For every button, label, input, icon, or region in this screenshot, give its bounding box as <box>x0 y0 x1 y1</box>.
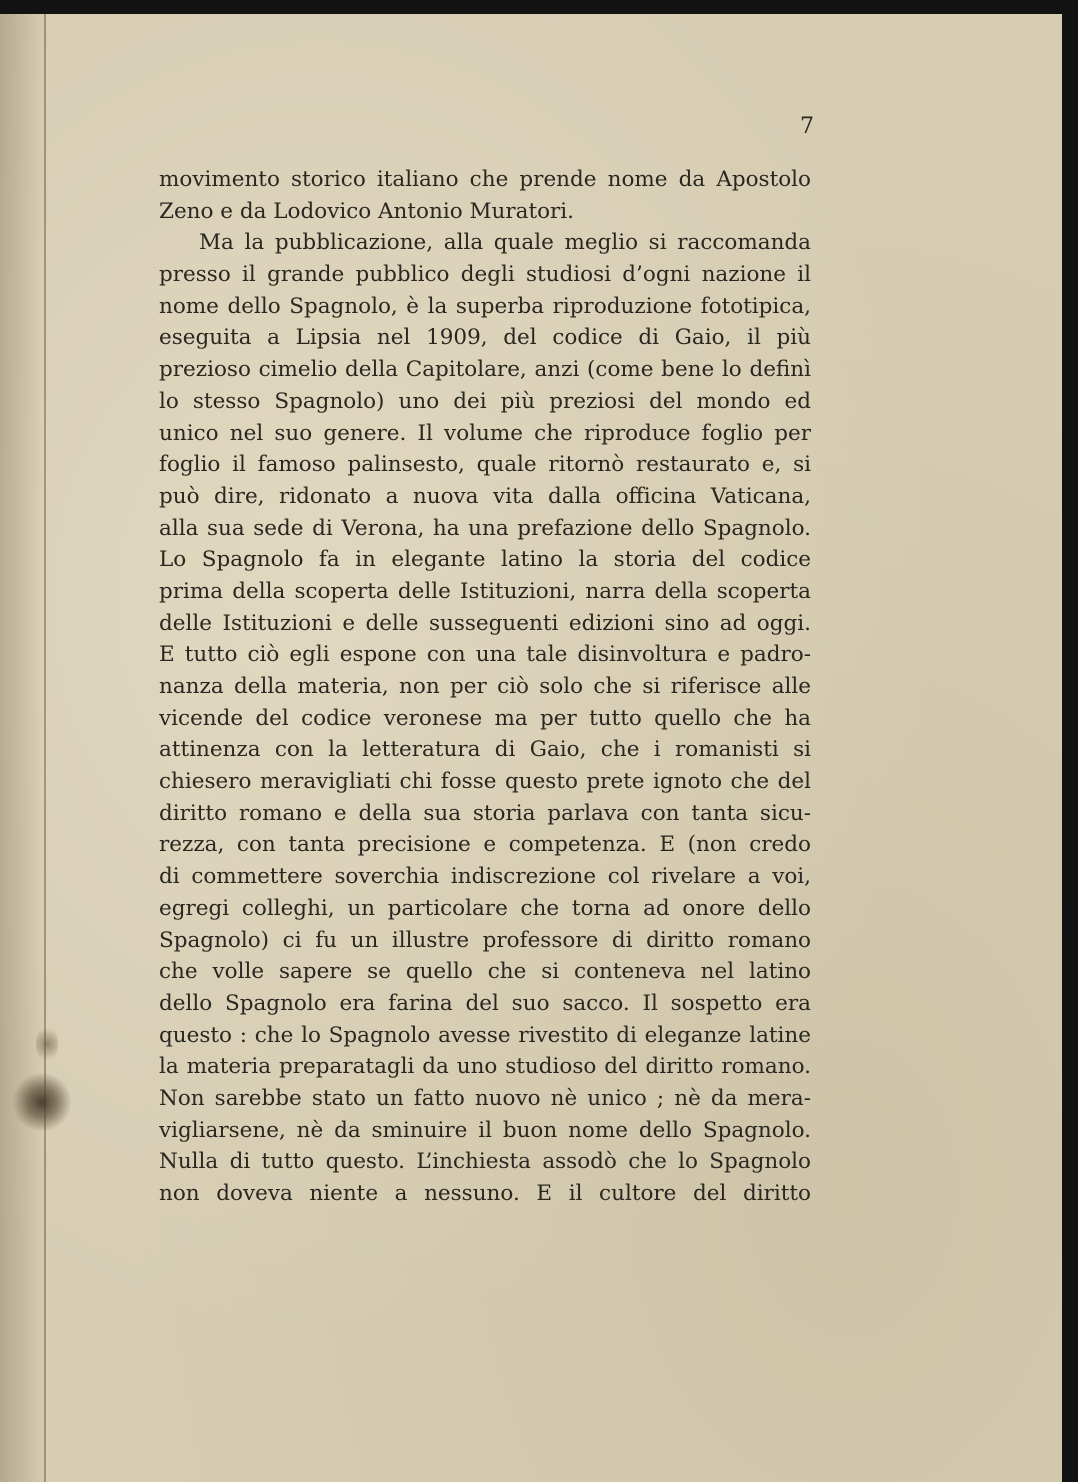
text-line: che volle sapere se quello che si conteneva nel latino <box>159 959 811 985</box>
text-line: movimento storico italiano che prende nome da Apostolo <box>159 167 811 192</box>
text-line: nome dello Spagnolo, è la superba riproduzione fototipica, <box>159 293 811 319</box>
text-line: non doveva niente a nessuno. E il cultore del diritto <box>159 1181 811 1206</box>
text-line: vigliarsene, nè da sminuire il buon nome dello Spagnolo. <box>159 1117 811 1143</box>
text-line: foglio il famoso palinsesto, quale ritornò restaurato e, si <box>159 452 811 478</box>
text-line: alla sua sede di Verona, ha una prefazione dello Spagnolo. <box>159 515 811 541</box>
spine-edge <box>44 14 46 1482</box>
text-line: Lo Spagnolo fa in elegante latino la storia del codice <box>159 547 811 573</box>
page-number: 7 <box>800 114 814 139</box>
text-line: rezza, con tanta precisione e competenza. E (non credo <box>159 832 811 858</box>
paper-stain-small <box>36 1024 58 1064</box>
text-line: questo : che lo Spagnolo avesse rivestito di eleganze latine <box>159 1022 811 1048</box>
text-line: Spagnolo) ci fu un illustre professore di diritto romano <box>159 927 811 953</box>
body-text <box>159 164 811 1210</box>
text-line: unico nel suo genere. Il volume che riproduce foglio per <box>159 420 811 446</box>
text-line: eseguita a Lipsia nel 1909, del codice di Gaio, il più <box>159 325 811 351</box>
text-line: E tutto ciò egli espone con una tale disinvoltura e padro- <box>159 642 811 668</box>
gutter-shadow <box>0 14 46 1482</box>
paper-stain <box>12 1072 72 1132</box>
text-line: lo stesso Spagnolo) uno dei più preziosi del mondo ed <box>159 388 811 414</box>
text-line: egregi colleghi, un particolare che torna ad onore dello <box>159 895 811 921</box>
text-line: vicende del codice veronese ma per tutto quello che ha <box>159 705 811 731</box>
text-line: delle Istituzioni e delle susseguenti edizioni sino ad oggi. <box>159 610 811 636</box>
text-line: chiesero meravigliati chi fosse questo prete ignoto che del <box>159 769 811 795</box>
text-line: Nulla di tutto questo. L’inchiesta assodò che lo Spagnolo <box>159 1149 811 1175</box>
text-line: attinenza con la letteratura di Gaio, che i romanisti si <box>159 737 811 763</box>
text-line: la materia preparatagli da uno studioso del diritto romano. <box>159 1054 811 1080</box>
text-line: di commettere soverchia indiscrezione col rivelare a voi, <box>159 864 811 890</box>
text-line: diritto romano e della sua storia parlava con tanta sicu- <box>159 800 811 826</box>
text-line: prezioso cimelio della Capitolare, anzi (come bene lo definì <box>159 357 811 383</box>
text-line: può dire, ridonato a nuova vita dalla officina Vaticana, <box>159 483 811 509</box>
text-line: prima della scoperta delle Istituzioni, narra della scoperta <box>159 578 811 604</box>
text-line: Ma la pubblicazione, alla quale meglio si raccomanda <box>199 230 811 256</box>
text-line: nanza della materia, non per ciò solo che si riferisce alle <box>159 674 811 699</box>
text-line: presso il grande pubblico degli studiosi d’ogni nazione il <box>159 262 811 288</box>
text-line: dello Spagnolo era farina del suo sacco. Il sospetto era <box>159 990 811 1016</box>
text-line: Zeno e da Lodovico Antonio Muratori. <box>159 198 575 224</box>
text-line: Non sarebbe stato un fatto nuovo nè unico ; nè da mera- <box>159 1085 811 1111</box>
